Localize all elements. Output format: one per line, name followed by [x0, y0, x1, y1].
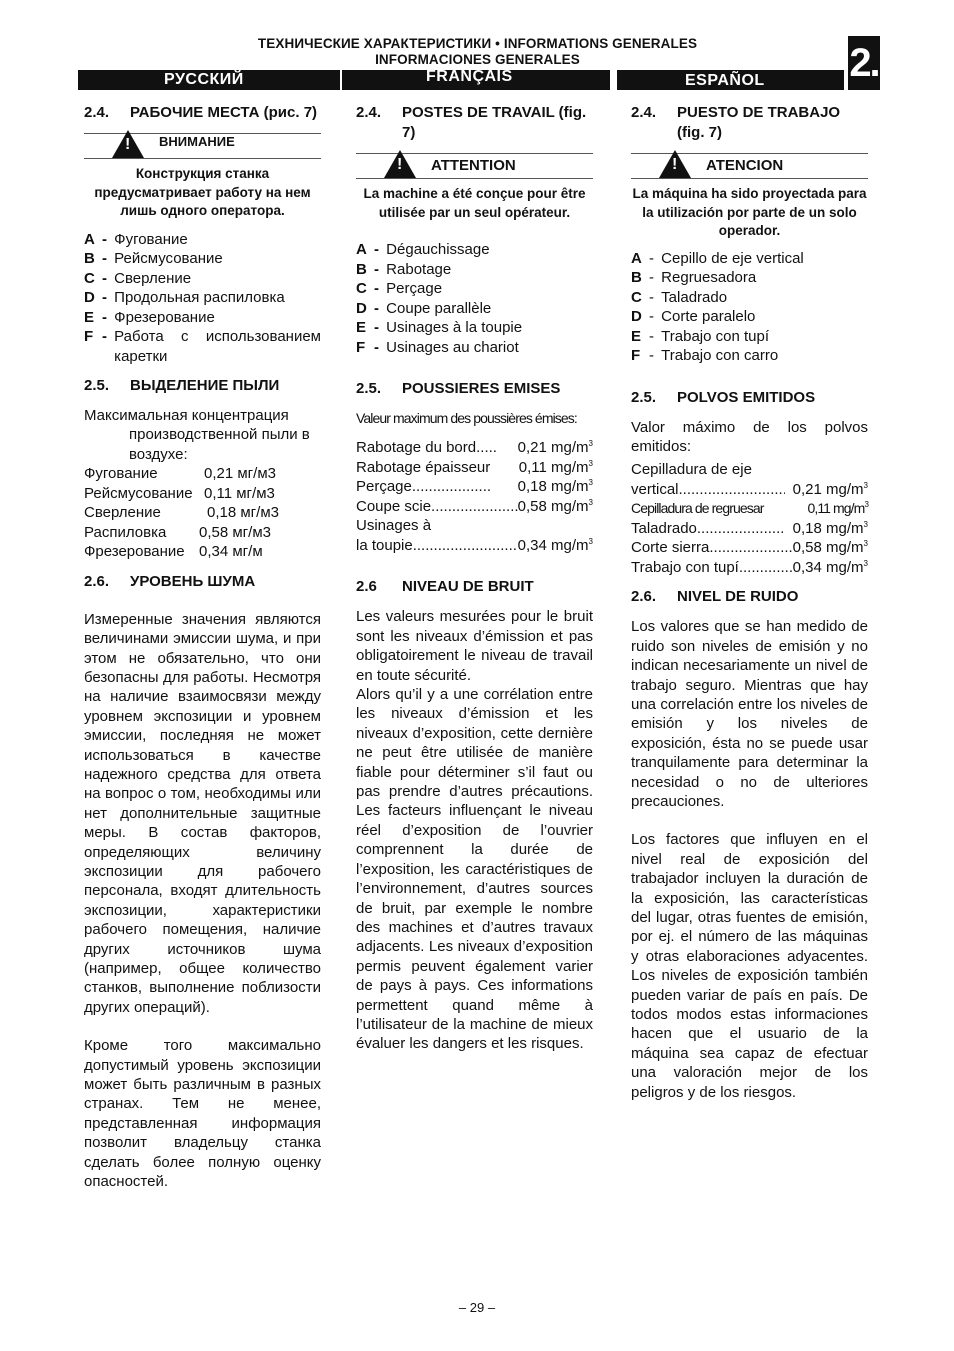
dust-row: [631, 558, 868, 578]
dust-value: 0,18 $mg/m^3$: [792, 519, 868, 537]
list-item: F - Trabajo con carro: [631, 346, 868, 366]
section-number: 2.4.: [631, 104, 657, 121]
section-title: POUSSIERES EMISES: [402, 380, 561, 397]
dust-value: 0,34 мг/м: [199, 543, 263, 561]
dust-row-line1: [356, 516, 593, 536]
dust-value: 0,34 $mg/m^3$: [517, 536, 593, 554]
dust-value: 0,58 $mg/m^3$: [517, 497, 593, 515]
work-positions-list: [631, 249, 868, 366]
item-key: B: [84, 250, 95, 267]
dust-row: [356, 477, 593, 497]
list-item: C - Сверление: [84, 269, 321, 289]
dust-label: Распиловка: [84, 523, 167, 541]
unit-superscript: 3: [588, 536, 593, 546]
list-item: D - Продольная распиловка: [84, 288, 321, 308]
dust-label: Сверление: [84, 504, 161, 522]
dust-row: [84, 523, 321, 543]
item-key: C: [356, 280, 367, 297]
dust-label: Perçage: [356, 478, 412, 496]
item-key: D: [631, 308, 642, 325]
list-item: A - Cepillo de eje vertical: [631, 249, 868, 269]
section-title: POLVOS EMITIDOS: [677, 388, 816, 406]
warning-triangle-icon: [112, 130, 144, 158]
list-item: D - Coupe parallèle: [356, 299, 593, 319]
dust-value: 0,18 $mg/m^3$: [517, 478, 593, 496]
warning-text: La machine a été conçue pour être utilisée par un seul opérateur.: [363, 186, 586, 220]
section-number: 2.5.: [84, 377, 110, 394]
language-bar-es: [617, 70, 844, 90]
unit-superscript: 3: [588, 478, 593, 488]
section-heading-2-5: [84, 376, 321, 396]
column-spanish: [631, 103, 868, 1102]
unit-superscript: 3: [588, 458, 593, 468]
section-number: 2.5.: [631, 388, 657, 406]
header-title-line-2: INFORMACIONES GENERALES: [375, 52, 580, 67]
item-label: Фугование: [114, 230, 188, 248]
section-number: 2.4.: [84, 104, 110, 121]
unit-superscript: 3: [588, 439, 593, 449]
item-key: A: [84, 230, 95, 248]
item-key: E: [356, 319, 367, 336]
dust-label: Фрезерование: [84, 543, 185, 561]
dust-value: 0,21 $mg/m^3$: [517, 439, 593, 457]
language-bar-ru: [78, 70, 340, 90]
item-label: Trabajo con carro: [661, 347, 779, 364]
list-item: C - Taladrado: [631, 288, 868, 308]
section-title: ВЫДЕЛЕНИЕ ПЫЛИ: [130, 377, 280, 394]
unit-superscript: 3: [863, 539, 868, 549]
noise-paragraph-2: Los factores que influyen en el nivel real de exposición del trabajador incluyen la duración de la exposición, las características del lugar, otras fuentes de emisión, por ej. el número de las máquinas y otras elaboraciones adyacentes. Los niveles de exposición también pueden variar de país en país. De todos modos estas informaciones hacen que el usuario de la máquina sea capaz de efectuar una valoración mejor de los peligros y de los riesgos.: [631, 831, 868, 1101]
list-item: E - Trabajo con tupí: [631, 327, 868, 347]
noise-paragraph-2: Кроме того максимально допустимый уровень экспозиции может быть различным в разных странах. Тем не менее, представленная информация позволит владельцу станка сделать более полную оценку опасностей.: [84, 1037, 321, 1191]
item-key: D: [84, 289, 95, 306]
dust-label: Рейсмусование: [84, 484, 193, 502]
language-label-ru: РУССКИЙ: [164, 71, 244, 88]
item-label: Cepillo de eje vertical: [661, 249, 804, 267]
unit-superscript: 3: [588, 497, 593, 507]
dust-row: [84, 464, 321, 484]
item-label: Продольная распиловка: [114, 289, 285, 306]
section-heading-2-6: [356, 577, 593, 597]
noise-paragraph-1: Измеренные значения являются величинами эмиссии шума, и при этом не обязательно, что они безопасны для работы. Несмотря на наличие взаимосвязи между уровнем экспозиции и уровнем эмиссии, последняя не может использоваться в качестве надежного средства для ответа на вопрос о том, необходимы или нет дополнительные защитные меры. В состав факторов, определяющих величину экспозиции для рабочего персонала, входят длительность экспозиции, характеристики рабочего помещения, наличие других источников шума (например, общее количество станков, выполнение поблизости других операций).: [84, 610, 321, 1016]
dust-value: 0,58 $mg/m^3$: [792, 539, 868, 557]
dust-row: [84, 503, 321, 523]
work-positions-list: [84, 230, 321, 367]
section-number: 2.4.: [356, 104, 382, 121]
section-heading-2-4: [84, 103, 321, 123]
dust-label: Rabotage du bord: [356, 439, 477, 457]
dust-label: Taladrado: [631, 519, 697, 537]
dust-row: [356, 536, 593, 556]
section-heading-2-6: [631, 587, 868, 607]
attention-label: ATTENTION: [431, 157, 516, 174]
dust-row: [631, 499, 868, 519]
noise-paragraph-1: Los valores que se han medido de ruido son niveles de emisión y no indican necesariamente un nivel de trabajo seguro. Mientras que hay una correlación entre los niveles de emisión y los niveles de exposición, ésta no se puede usar tranquilamente para determinar la necesidad o no de ulteriores precauciones.: [631, 618, 868, 810]
section-title: PUESTO DE TRABAJO (fig. 7): [677, 104, 841, 141]
dust-label: Cepilladura de regruesar: [631, 500, 764, 517]
dust-label: la toupie: [356, 536, 413, 554]
item-key: F: [356, 338, 366, 356]
item-label: Работа с использованием каретки: [114, 328, 321, 365]
dust-label: Cepilladura de eje: [631, 461, 752, 479]
item-label: Trabajo con tupí: [661, 327, 770, 345]
item-key: C: [84, 269, 95, 287]
dust-intro: Valeur maximum des poussières émises:: [356, 410, 577, 426]
attention-banner: [356, 153, 593, 179]
item-key: F: [84, 328, 94, 345]
list-item: C - Perçage: [356, 279, 593, 299]
dust-value: 0,11 мг/м3: [204, 484, 275, 502]
item-label: Сверление: [114, 269, 192, 287]
item-label: Dégauchissage: [386, 241, 490, 258]
item-key: D: [356, 299, 367, 317]
item-label: Taladrado: [661, 288, 728, 306]
list-item: D - Corte paralelo: [631, 307, 868, 327]
language-label-es: ESPAÑOL: [685, 72, 765, 89]
warning-text: Конструкция станка предусматривает работу на нем лишь одного оператора.: [94, 166, 311, 218]
item-key: B: [631, 269, 642, 286]
item-key: E: [84, 308, 95, 326]
language-bar-fr: [342, 70, 610, 90]
item-label: Фрезерование: [114, 308, 215, 326]
unit-superscript: 3: [863, 480, 868, 490]
unit-superscript: 3: [863, 519, 868, 529]
section-heading-2-4: [631, 103, 868, 143]
unit-superscript: 3: [863, 558, 868, 568]
list-item: B - Regruesadora: [631, 268, 868, 288]
section-heading-2-6: [84, 572, 321, 592]
dust-label: vertical: [631, 480, 679, 498]
section-title: NIVEAU DE BRUIT: [402, 578, 534, 596]
section-heading-2-5: [631, 388, 868, 408]
dust-row: [356, 497, 593, 517]
dust-label: Trabajo con tupí: [631, 558, 739, 576]
item-label: Usinages à la toupie: [386, 319, 523, 336]
warning-triangle-icon: [659, 150, 691, 178]
section-heading-2-4: [356, 103, 593, 143]
list-item: E - Фрезерование: [84, 308, 321, 328]
dust-value: 0,18 мг/м3: [207, 504, 279, 522]
dust-label: Rabotage épaisseur: [356, 458, 491, 476]
chapter-number: 2.: [848, 36, 880, 90]
dust-label: Corte sierra: [631, 539, 710, 557]
list-item: B - Рейсмусование: [84, 249, 321, 269]
item-label: Perçage: [386, 280, 443, 297]
section-number: 2.6.: [631, 588, 657, 606]
dust-row: [84, 542, 321, 562]
attention-banner: [84, 133, 321, 159]
attention-label: ATENCION: [706, 157, 784, 174]
item-label: Coupe parallèle: [386, 299, 492, 317]
page-number: – 29 –: [458, 1300, 496, 1315]
item-key: C: [631, 288, 642, 306]
section-title: РАБОЧИЕ МЕСТА (рис. 7): [130, 104, 318, 121]
list-item: F - Usinages au chariot: [356, 338, 593, 358]
item-key: F: [631, 347, 641, 364]
dust-label: Coupe scie: [356, 497, 432, 515]
dust-value: 0,58 мг/м3: [199, 523, 271, 541]
dust-row: [356, 438, 593, 458]
dust-value: 0,34 $mg/m^3$: [792, 558, 868, 576]
item-key: A: [356, 241, 367, 258]
dust-row-line1: [631, 460, 868, 480]
dust-label: Фугование: [84, 465, 158, 483]
dust-row: [631, 519, 868, 539]
item-key: A: [631, 249, 642, 267]
attention-banner: [631, 153, 868, 179]
dust-row: [631, 538, 868, 558]
noise-paragraph-1: Les valeurs mesurées pour le bruit sont les niveaux d’émission et pas obligatoirement le niveau de travail en toute sécurité.: [356, 608, 593, 684]
item-key: E: [631, 327, 642, 345]
item-label: Usinages au chariot: [386, 338, 519, 356]
dust-values: [631, 460, 868, 577]
item-label: Regruesadora: [661, 269, 757, 286]
dust-values: [356, 438, 593, 555]
dust-value: 0,21 $mg/m^3$: [792, 480, 868, 498]
section-title: POSTES DE TRAVAIL (fig. 7): [402, 104, 587, 141]
dust-value: 0,11 $mg/m^3$: [807, 500, 868, 517]
list-item: A - Фугование: [84, 230, 321, 250]
item-key: B: [356, 260, 367, 278]
list-item: A - Dégauchissage: [356, 240, 593, 260]
list-item: F - Работа с использованием каретки: [84, 328, 321, 365]
header-title-line-1: ТЕХНИЧЕСКИЕ ХАРАКТЕРИСТИКИ • INFORMATIONS GENERALES: [257, 36, 698, 51]
warning-triangle-icon: [384, 150, 416, 178]
page-header: [150, 36, 805, 68]
item-label: Rabotage: [386, 260, 452, 278]
dust-intro: Valor máximo de los polvos emitidos:: [631, 418, 868, 455]
section-title: NIVEL DE RUIDO: [677, 588, 799, 606]
section-number: 2.5.: [356, 380, 382, 397]
item-label: Рейсмусование: [114, 250, 223, 267]
unit-superscript: 3: [864, 500, 868, 510]
dust-value: 0,21 мг/м3: [204, 465, 276, 483]
dust-row: [356, 458, 593, 478]
dust-label: Usinages à: [356, 517, 432, 535]
section-number: 2.6: [356, 578, 377, 596]
list-item: E - Usinages à la toupie: [356, 318, 593, 338]
work-positions-list: [356, 240, 593, 357]
list-item: B - Rabotage: [356, 260, 593, 280]
attention-label: ВНИМАНИЕ: [159, 134, 235, 149]
dust-row: [631, 480, 868, 500]
warning-text: La máquina ha sido proyectada para la utilización por parte de un solo operador.: [632, 186, 867, 238]
column-french: [356, 103, 593, 1054]
section-number: 2.6.: [84, 572, 110, 590]
dust-value: 0,11 $mg/m^3$: [518, 458, 593, 476]
dust-intro: Максимальная концентрация производственной пыли в воздухе:: [84, 407, 310, 463]
section-title: УРОВЕНЬ ШУМА: [130, 572, 256, 590]
column-russian: [84, 103, 321, 1192]
dust-values: [84, 464, 321, 562]
dust-row: [84, 484, 321, 504]
language-label-fr: FRANÇAIS: [426, 68, 513, 85]
noise-paragraph-2: Alors qu’il y a une corrélation entre les niveaux d’émission et les niveaux d’exposition, cette dernière ne peut être utilisée de manière fiable pour déterminer s’il faut ou pas prendre d’autres précautions. Les facteurs influençant le niveau réel d’exposition de l’ouvrier comprennent la durée de l’exposition, les caractéristiques de l’environnement, d’autres sources de bruit, par exemple le nombre des machines et d’autres travaux adjacents. Les niveaux d’exposition permis peuvent également varier de pays à pays. Ces informations permettent quand même à l’utilisateur de la machine de mieux évaluer les dangers et les risques.: [356, 686, 593, 1053]
section-heading-2-5: [356, 379, 593, 399]
item-label: Corte paralelo: [661, 308, 756, 325]
